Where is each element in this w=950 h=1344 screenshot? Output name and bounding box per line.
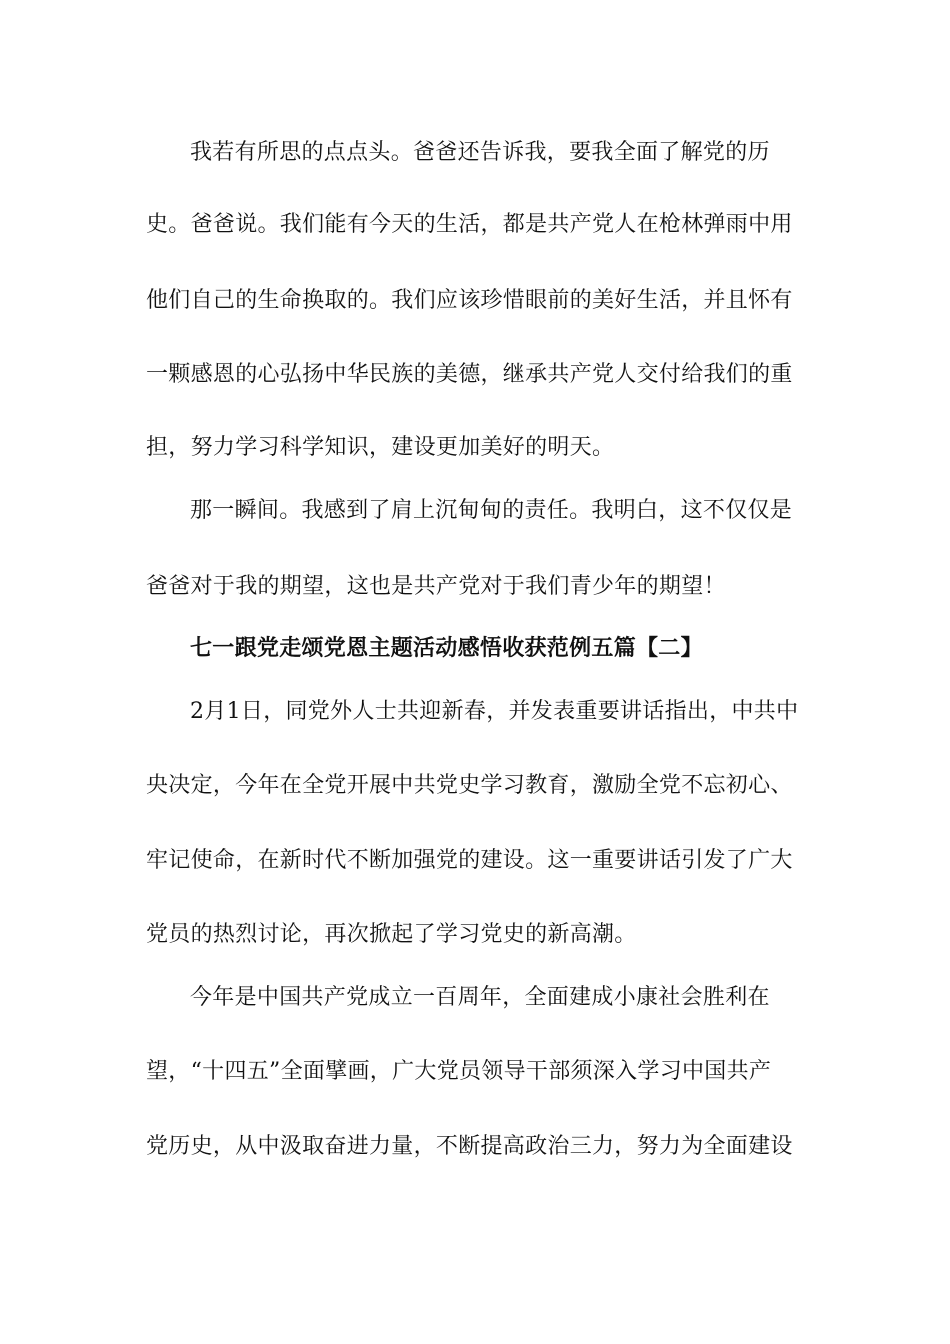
paragraph-line: 牢记使命，在新时代不断加强党的建设。这一重要讲话引发了广大: [146, 848, 793, 873]
paragraph-line: 一颗感恩的心弘扬中华民族的美德，继承共产党人交付给我们的重: [146, 362, 793, 387]
section-heading: 七一跟党走颂党恩主题活动感悟收获范例五篇【二】: [190, 635, 703, 661]
paragraph-line: 我若有所思的点点头。爸爸还告诉我，要我全面了解党的历: [190, 140, 770, 165]
paragraph-line: 望，“十四五”全面擘画，广大党员领导干部须深入学习中国共产: [146, 1059, 772, 1084]
paragraph-line: 2月1日，同党外人士共迎新春，并发表重要讲话指出，中共中: [190, 699, 799, 724]
paragraph-line: 他们自己的生命换取的。我们应该珍惜眼前的美好生活，并且怀有: [146, 288, 793, 313]
paragraph-line: 今年是中国共产党成立一百周年，全面建成小康社会胜利在: [190, 985, 770, 1010]
paragraph-line: 史。爸爸说。我们能有今天的生活，都是共产党人在枪林弹雨中用: [146, 212, 793, 237]
paragraph-line: 党历史，从中汲取奋进力量，不断提高政治三力，努力为全面建设: [146, 1134, 793, 1159]
paragraph-line: 担，努力学习科学知识，建设更加美好的明天。: [146, 435, 615, 460]
paragraph-line: 党员的热烈讨论，再次掀起了学习党史的新高潮。: [146, 922, 637, 947]
paragraph-line: 爸爸对于我的期望，这也是共产党对于我们青少年的期望！: [146, 574, 726, 599]
paragraph-line: 央决定，今年在全党开展中共党史学习教育，激励全党不忘初心、: [146, 773, 793, 798]
paragraph-line: 那一瞬间。我感到了肩上沉甸甸的责任。我明白，这不仅仅是: [190, 498, 793, 523]
